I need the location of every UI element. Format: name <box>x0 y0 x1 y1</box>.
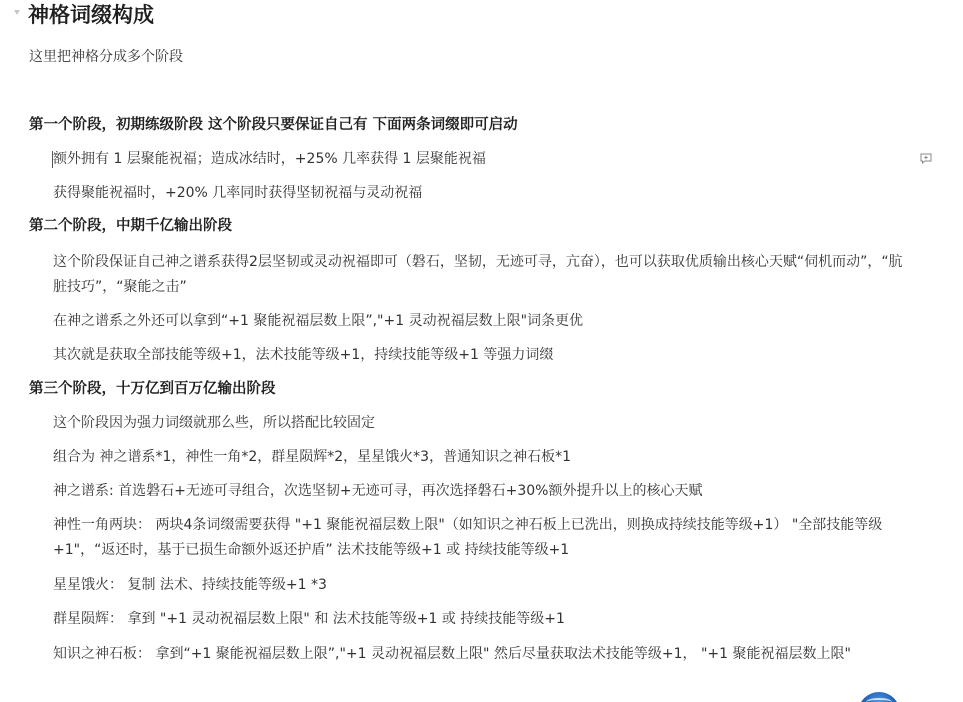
intro-text: 这里把神格分成多个阶段 <box>29 49 183 65</box>
stage3-heading: 第三个阶段，十万亿到百万亿输出阶段 <box>29 381 276 397</box>
add-comment-icon[interactable] <box>920 153 932 164</box>
stage3-line-3: 神之谱系: 首选磐石+无迹可寻组合，次选坚韧+无迹可寻，再次选择磐石+30%额外提升以上的核心天赋 <box>53 483 703 499</box>
stage1-line-2: 获得聚能祝福时，+20% 几率同时获得坚韧祝福与灵动祝福 <box>53 185 423 201</box>
page-title: 神格词缀构成 <box>28 3 154 27</box>
stage2-line-2: 在神之谱系之外还可以拿到“+1 聚能祝福层数上限”,"+1 灵动祝福层数上限"词条更优 <box>53 313 584 329</box>
collapse-arrow-icon[interactable] <box>14 10 20 15</box>
stage3-line-7: 知识之神石板： 拿到“+1 聚能祝福层数上限”,"+1 灵动祝福层数上限" 然后尽量获取法术技能等级+1， "+1 聚能祝福层数上限" <box>53 646 851 662</box>
stage2-line-3: 其次就是获取全部技能等级+1，法术技能等级+1，持续技能等级+1 等强力词缀 <box>53 347 554 363</box>
stage3-line-2: 组合为 神之谱系*1，神性一角*2，群星陨辉*2，星星饿火*3，普通知识之神石板*1 <box>53 449 571 465</box>
stage3-line-1: 这个阶段因为强力词缀就那么些，所以搭配比较固定 <box>53 415 375 431</box>
stage3-line-6: 群星陨辉： 拿到 "+1 灵动祝福层数上限" 和 法术技能等级+1 或 持续技能等级+1 <box>53 611 565 627</box>
stage3-line-4: 神性一角两块： 两块4条词缀需要获得 "+1 聚能祝福层数上限"（如知识之神石板上已洗出，则换成持续技能等级+1） "全部技能等级+1"，“返还时，基于已损生命额外返还护盾” 法术技能等级+1 或 持续技能等级+1 <box>53 517 883 558</box>
stage2-line-1: 这个阶段保证自己神之谱系获得2层坚韧或灵动祝福即可（磐石，坚韧，无迹可寻，亢奋），也可以获取优质输出核心天赋“伺机而动”，“肮脏技巧”，“聚能之击” <box>53 254 903 295</box>
stage1-heading: 第一个阶段，初期练级阶段 这个阶段只要保证自己有 下面两条词缀即可启动 <box>29 117 518 133</box>
stage3-line-5: 星星饿火： 复制 法术、持续技能等级+1 *3 <box>53 577 327 593</box>
floating-assistant-button[interactable] <box>858 692 900 702</box>
stage1-line-1: 额外拥有 1 层聚能祝福；造成冰结时，+25% 几率获得 1 层聚能祝福 <box>53 151 486 167</box>
stage2-heading: 第二个阶段，中期千亿输出阶段 <box>29 218 232 234</box>
